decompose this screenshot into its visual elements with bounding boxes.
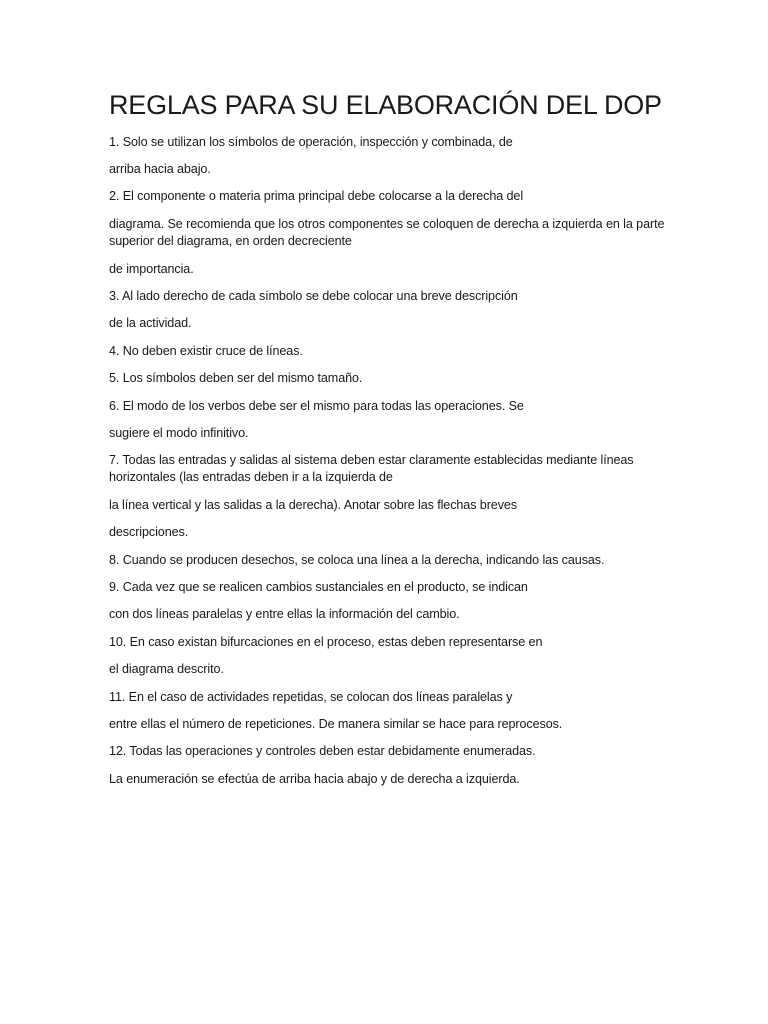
paragraph-line: 7. Todas las entradas y salidas al sistema deben estar claramente establecidas mediante líneas horizontales (las entradas deben ir a la izquierda de xyxy=(109,453,634,484)
paragraph-line: de la actividad. xyxy=(109,316,192,330)
paragraph-line: 4. No deben existir cruce de líneas. xyxy=(109,344,303,358)
paragraph-line: con dos líneas paralelas y entre ellas la información del cambio. xyxy=(109,607,460,621)
paragraph-line: 9. Cada vez que se realicen cambios sustanciales en el producto, se indican xyxy=(109,580,528,594)
paragraph-line: 11. En el caso de actividades repetidas, se colocan dos líneas paralelas y xyxy=(109,690,513,704)
paragraph-line: 10. En caso existan bifurcaciones en el proceso, estas deben representarse en xyxy=(109,635,543,649)
paragraph-line: 3. Al lado derecho de cada símbolo se debe colocar una breve descripción xyxy=(109,289,518,303)
paragraph-line: sugiere el modo infinitivo. xyxy=(109,426,249,440)
paragraph-line: 1. Solo se utilizan los símbolos de operación, inspección y combinada, de xyxy=(109,135,513,149)
paragraph-line: entre ellas el número de repeticiones. De manera similar se hace para reprocesos. xyxy=(109,717,563,731)
paragraph-line: la línea vertical y las salidas a la derecha). Anotar sobre las flechas breves xyxy=(109,498,518,512)
paragraph-line: diagrama. Se recomienda que los otros componentes se coloquen de derecha a izquierda en la parte superior del diagrama, en orden decreciente xyxy=(109,217,665,248)
page-title: REGLAS PARA SU ELABORACIÓN DEL DOP xyxy=(109,90,662,120)
paragraph-line: 12. Todas las operaciones y controles deben estar debidamente enumeradas. xyxy=(109,744,536,758)
paragraph-line: descripciones. xyxy=(109,525,189,539)
paragraph-line: el diagrama descrito. xyxy=(109,662,224,676)
paragraph-line: 6. El modo de los verbos debe ser el mismo para todas las operaciones. Se xyxy=(109,399,524,413)
paragraph-line: 2. El componente o materia prima principal debe colocarse a la derecha del xyxy=(109,189,524,203)
paragraph-line: La enumeración se efectúa de arriba hacia abajo y de derecha a izquierda. xyxy=(109,772,520,786)
paragraph-line: arriba hacia abajo. xyxy=(109,162,211,176)
paragraph-line: 8. Cuando se producen desechos, se coloca una línea a la derecha, indicando las causas. xyxy=(109,553,605,567)
paragraph-line: de importancia. xyxy=(109,262,194,276)
paragraph-line: 5. Los símbolos deben ser del mismo tamaño. xyxy=(109,371,363,385)
